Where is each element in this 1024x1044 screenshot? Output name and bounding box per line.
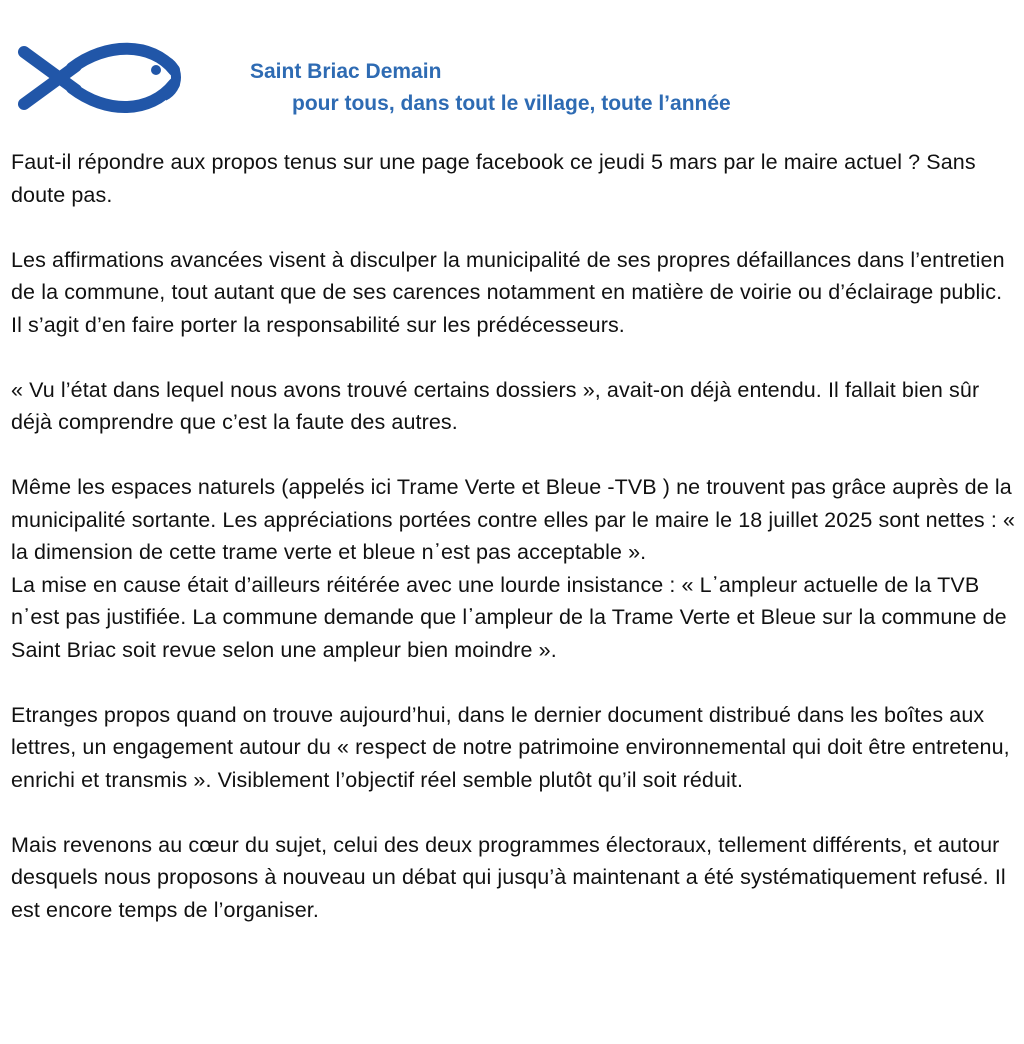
paragraph: Etranges propos quand on trouve aujourd’hui, dans le dernier document distribué dans les boîtes aux lettres, un engagement autour du « respect de notre patrimoine environnemental qui doit être entretenu, enrichi et transmis ». Visiblement l’objectif réel semble plutôt qu’il soit réduit.	[11, 702, 1010, 792]
brand-title: Saint Briac Demain	[250, 60, 442, 83]
paragraph: Les affirmations avancées visent à disculper la municipalité de ses propres défaillances dans l’entretien de la commune, tout autant que de ses carences notamment en matière de voirie ou d’éclairage public. Il s’agit d’en faire porter la responsabilité sur les prédécesseurs.	[11, 247, 1005, 337]
fish-logo-icon	[14, 40, 184, 116]
paragraph: « Vu l’état dans lequel nous avons trouvé certains dossiers », avait-on déjà entendu. Il fallait bien sûr déjà comprendre que c’est la faute des autres.	[11, 377, 980, 434]
paragraph: Faut-il répondre aux propos tenus sur une page facebook ce jeudi 5 mars par le maire actuel ? Sans doute pas.	[11, 150, 976, 207]
brand-tagline: pour tous, dans tout le village, toute l’année	[292, 92, 731, 115]
paragraph: Mais revenons au cœur du sujet, celui des deux programmes électoraux, tellement différents, et autour desquels nous proposons à nouveau un débat qui jusqu’à maintenant a été systématiquement refusé. Il est encore temps de l’organiser.	[11, 832, 1006, 922]
paragraph: Même les espaces naturels (appelés ici Trame Verte et Bleue -TVB ) ne trouvent pas grâce auprès de la municipalité sortante. Les appréciations portées contre elles par le maire le 18 juillet 2025 sont nettes : « la dimension de cette trame verte et bleue n᾽est pas acceptable ».	[11, 475, 1016, 564]
brand-block	[250, 56, 731, 120]
article-body	[11, 146, 1016, 926]
paragraph: La mise en cause était d’ailleurs réitérée avec une lourde insistance : « L᾽ampleur actuelle de la TVB n᾽est pas justifiée. La commune demande que l᾽ampleur de la Trame Verte et Bleue sur la commune de Saint Briac soit revue selon une ampleur bien moindre ».	[11, 572, 1007, 662]
